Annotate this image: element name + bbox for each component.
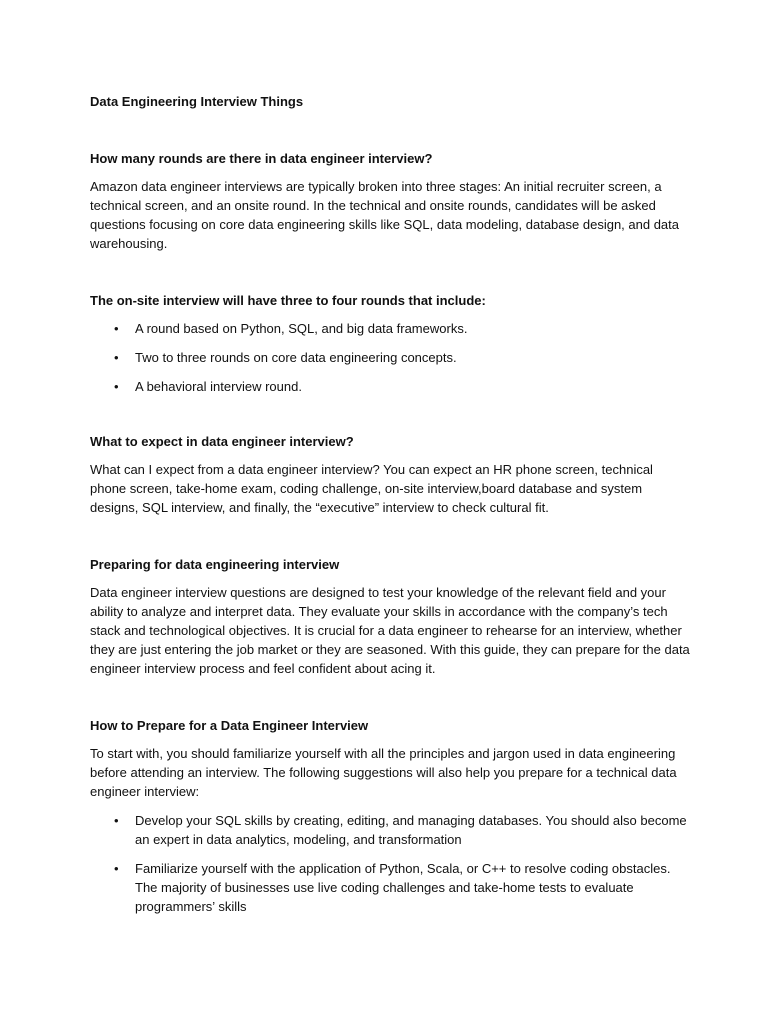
list-item xyxy=(90,377,690,396)
prepare-bullet-list xyxy=(90,811,690,916)
list-item xyxy=(90,859,690,916)
bullet-icon: • xyxy=(114,861,119,876)
section-paragraph-how-to-prepare: To start with, you should familiarize yourself with all the principles and jargon used in data engineering before attending an interview. The following suggestions will also help you prepare for a technical data engineer interview: xyxy=(90,746,677,799)
document-body xyxy=(90,92,690,926)
section-heading-onsite: The on-site interview will have three to four rounds that include: xyxy=(90,293,486,308)
onsite-bullet-list xyxy=(90,319,690,396)
list-item xyxy=(90,348,690,367)
list-item-text: Familiarize yourself with the application of Python, Scala, or C++ to resolve coding obstacles. The majority of businesses use live coding challenges and take-home tests to evaluate programmers’ skills xyxy=(135,861,671,914)
bullet-icon: • xyxy=(114,350,119,365)
section-heading-preparing: Preparing for data engineering interview xyxy=(90,557,340,572)
section-heading-expect: What to expect in data engineer interview? xyxy=(90,434,354,449)
section-heading-rounds: How many rounds are there in data engineer interview? xyxy=(90,151,433,166)
bullet-icon: • xyxy=(114,379,119,394)
document-title: Data Engineering Interview Things xyxy=(90,94,304,109)
list-item-text: Develop your SQL skills by creating, editing, and managing databases. You should also become an expert in data analytics, modeling, and transformation xyxy=(135,813,687,847)
list-item-text: Two to three rounds on core data engineering concepts. xyxy=(135,350,457,365)
section-heading-how-to-prepare: How to Prepare for a Data Engineer Interview xyxy=(90,718,369,733)
section-paragraph-expect: What can I expect from a data engineer interview? You can expect an HR phone screen, technical phone screen, take-home exam, coding challenge, on-site interview,board database and system designs, SQL interview, and finally, the “executive” interview to check cultural fit. xyxy=(90,462,653,515)
list-item-text: A behavioral interview round. xyxy=(135,379,302,394)
bullet-icon: • xyxy=(114,321,119,336)
section-paragraph-preparing: Data engineer interview questions are designed to test your knowledge of the relevant field and your ability to analyze and interpret data. They evaluate your skills in accordance with the company’s tech stack and technological objectives. It is crucial for a data engineer to rehearse for an interview, whether they are just entering the job market or they are seasoned. With this guide, they can prepare for the data engineer interview process and feel confident about acing it. xyxy=(90,585,690,676)
list-item xyxy=(90,811,690,849)
list-item-text: A round based on Python, SQL, and big data frameworks. xyxy=(135,321,468,336)
section-paragraph-rounds: Amazon data engineer interviews are typically broken into three stages: An initial recruiter screen, a technical screen, and an onsite round. In the technical and onsite rounds, candidates will be asked questions focusing on core data engineering skills like SQL, data modeling, database design, and data warehousing. xyxy=(90,179,679,251)
bullet-icon: • xyxy=(114,813,119,828)
list-item xyxy=(90,319,690,338)
